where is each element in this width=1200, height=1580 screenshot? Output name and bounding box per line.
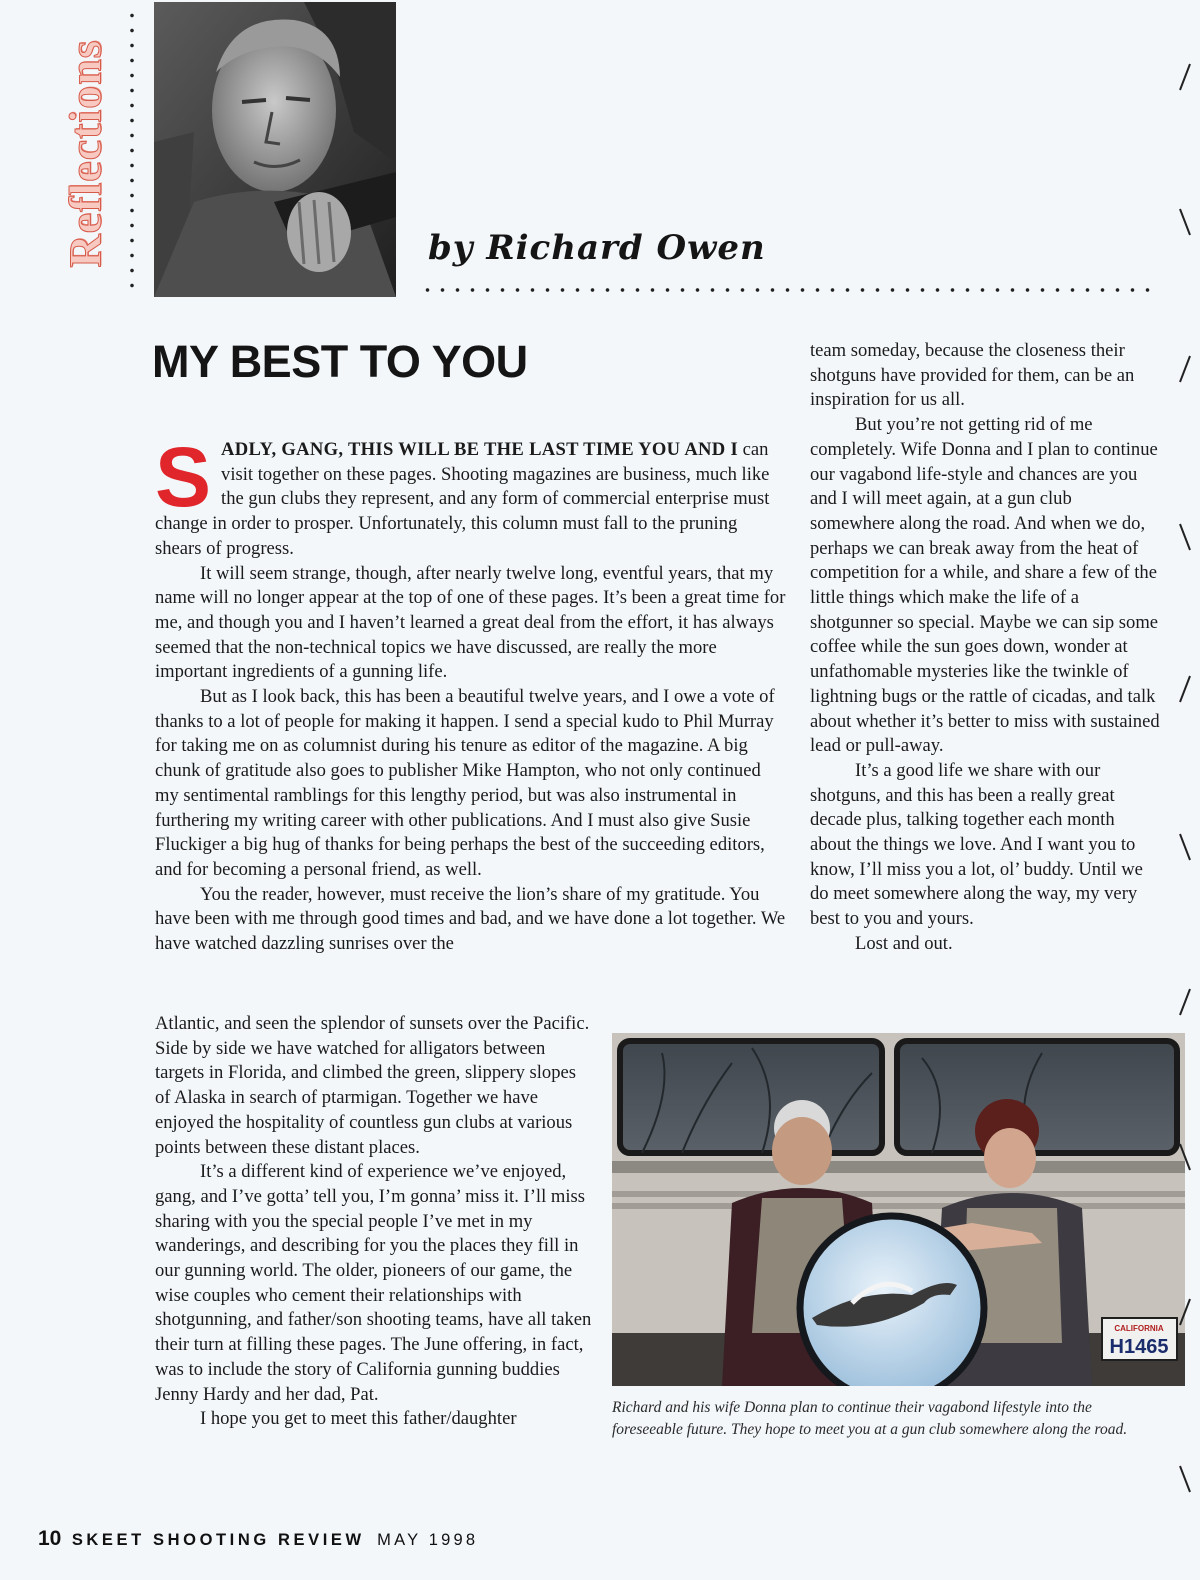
photo-caption: Richard and his wife Donna plan to continue their vagabond lifestyle into the foreseeable future. They hope to meet you at a gun club somewhere along the road. (612, 1399, 1128, 1438)
magazine-name: SKEET SHOOTING REVIEW (71, 1531, 365, 1549)
edge-mark (1176, 672, 1194, 706)
section-label: Reflections (59, 38, 111, 268)
article-body-left-narrow (155, 1012, 595, 1432)
license-plate-state: CALIFORNIA (1114, 1324, 1164, 1333)
edge-mark (1176, 830, 1194, 864)
paragraph-2: It will seem strange, though, after nearly twelve long, eventful years, that my name will no longer appear at the top of one of these pages. It’s been a great time for me, and though you and I haven’t learned a great deal from the effort, it has always seemed that the non-technical topics we have discussed, are really the more important ingredients of a gunning life. (155, 562, 786, 683)
paragraph-3: But as I look back, this has been a beautiful twelve years, and I owe a vote of thanks to a lot of people for making it happen. I send a special kudo to Phil Murray for taking me on as columnist during his tenure as editor of the magazine. A big chunk of gratitude also goes to publisher Mike Hampton, who not only continued my sentimental ramblings for this lengthy period, but was also instrumental in furthering my writing career with other publications. And I must also give Susie Fluckiger a big hug of thanks for being perhaps the best of the succeeding editors, and for becoming a personal friend, as well. (155, 686, 775, 880)
paragraph-1 (155, 430, 787, 562)
paragraph-4-start: You the reader, however, must receive the lion’s share of my gratitude. You have been with me through good times and bad, and we have done a lot together. We have watched dazzling sunrises over the (155, 883, 786, 955)
paragraph-4-continued: Atlantic, and seen the splendor of sunsets over the Pacific. Side by side we have watched for alligators between targets in Florida, and climbed the green, slippery slopes of Alaska in search of ptarmigan. Together we have enjoyed the hospitality of countless gun clubs at various points between these distant places. (155, 1013, 590, 1158)
couple-photo (612, 1033, 1185, 1386)
paragraph-r3: It’s a good life we share with our shotguns, and this has been a really great decade plus, talking together each month about the things we love. And I want you to know, I’ll miss you a lot, ol’ buddy. Until we do meet somewhere along the way, my very best to you and yours. (810, 759, 1143, 930)
edge-mark (1176, 1462, 1194, 1496)
paragraph-1-text: can visit together on these pages. Shooting magazines are business, much like the gun clubs they represent, and any form of commercial enterprise must change in order to prosper. Unfortunately, this column must fall to the pruning shears of progress. (155, 439, 770, 559)
paragraph-r2: But you’re not getting rid of me completely. Wife Donna and I plan to continue our vagabond life-style and chances are you and I will meet again, at a gun club somewhere along the road. And when we do, perhaps we can break away from the heat of competition for a while, and share a few of the little things which make the life of a shotgunner so special. Maybe we can sip some coffee while the sun goes down, wonder at unfathomable mysteries like the twinkle of lightning bugs or the rattle of cicadas, and talk about whether it’s better to miss with sustained lead or pull-away. (810, 414, 1160, 757)
horizontal-dotted-divider (420, 286, 1160, 294)
edge-mark (1176, 352, 1194, 386)
page-number: 10 (38, 1527, 62, 1550)
section-tab (55, 8, 115, 298)
byline: by Richard Owen (428, 228, 766, 268)
paragraph-6: I hope you get to meet this father/daughter (200, 1408, 517, 1430)
vertical-dotted-divider (129, 8, 135, 298)
license-plate: H1465 (1109, 1336, 1169, 1358)
paragraph-r1: team someday, because the closeness their shotguns have provided for them, can be an inspiration for us all. (810, 340, 1135, 411)
page-footer (38, 1527, 478, 1551)
edge-mark (1176, 60, 1194, 94)
article-body-left (155, 430, 787, 957)
article-body-right (810, 339, 1160, 957)
issue-date: MAY 1998 (377, 1531, 479, 1549)
paragraph-5: It’s a different kind of experience we’ve enjoyed, gang, and I’ve gotta’ tell you, I’m gonna’ miss it. I’ll miss sharing with you the special people I’ve met in my wanderings, and describing for you the places they fill in our gunning world. The older, pioneers of our game, the wise couples who cement their relationships with shotgunning, and father/son shooting teams, have all taken their turn at filling these pages. The June offering, in fact, was to include the story of California gunning buddies Jenny Hardy and her dad, Pat. (155, 1161, 592, 1405)
edge-mark (1176, 985, 1194, 1019)
edge-mark (1176, 205, 1194, 239)
article-title: MY BEST TO YOU (152, 336, 528, 387)
edge-mark (1176, 520, 1194, 554)
lead-in-caps: ADLY, GANG, THIS WILL BE THE LAST TIME YOU AND I (221, 439, 738, 460)
author-portrait-image (154, 2, 396, 297)
sign-off: Lost and out. (855, 932, 953, 954)
edge-mark (1176, 1140, 1194, 1174)
edge-mark (1176, 1295, 1194, 1329)
drop-cap: S (155, 430, 212, 524)
